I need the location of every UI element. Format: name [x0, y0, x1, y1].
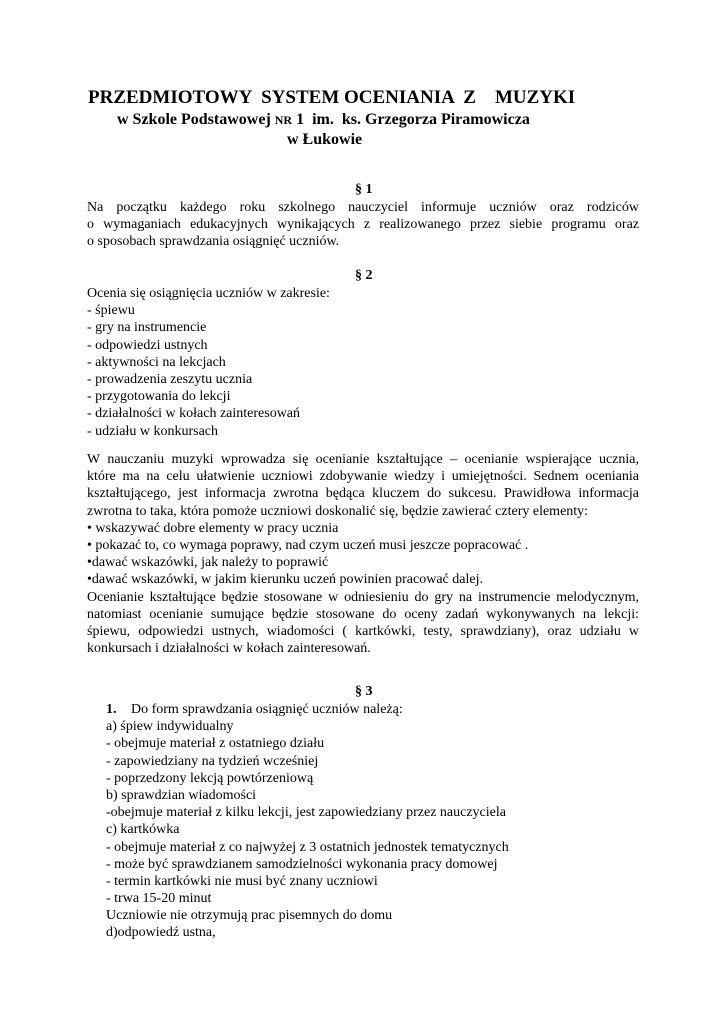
- section-3-heading: § 3: [355, 684, 373, 699]
- list-item: - prowadzenia zeszytu ucznia: [87, 371, 253, 387]
- section-1-paragraph: [87, 199, 639, 251]
- subtitle-nr: NR: [274, 113, 293, 127]
- list-item: - działalności w kołach zainteresowań: [87, 406, 301, 422]
- section-2-intro: Ocenia się osiągnięcia uczniów w zakresie:: [87, 286, 330, 301]
- list-item: - może być sprawdzianem samodzielności wykonania pracy domowej: [106, 856, 498, 872]
- point-number: 1.: [106, 702, 117, 717]
- list-item: - trwa 15-20 minut: [106, 891, 212, 907]
- list-item: - obejmuje materiał z co najwyżej z 3 ostatnich jednostek tematycznych: [106, 839, 509, 855]
- paragraph-line: o sposobach sprawdzania osiągnięć uczniów.: [87, 234, 340, 250]
- list-item: - gry na instrumencie: [87, 320, 207, 336]
- feedback-elements-list: [87, 520, 528, 589]
- paragraph-line: Ocenianie kształtujące będzie stosowane w odniesieniu do gry na instrumencie melodycznym,: [87, 589, 639, 605]
- list-item: - poprzedzony lekcją powtórzeniową: [106, 770, 314, 786]
- list-item: d)odpowiedź ustna,: [106, 925, 216, 941]
- paragraph-line: kształtującego, jest informacja zwrotna będąca kluczem do sukcesu. Prawidłowa informacja: [87, 486, 639, 502]
- document-subtitle: [117, 111, 530, 129]
- paragraph-line: które ma na celu ułatwienie uczniowi zdobywanie wiedzy i umiejętności. Sednem oceniania: [87, 469, 639, 485]
- list-item: - zapowiedziany na tydzień wcześniej: [106, 753, 319, 769]
- list-item: - termin kartkówki nie musi być znany uczniowi: [106, 873, 378, 889]
- subtitle-patron: 1 im. ks. Grzegorza Piramowicza: [292, 111, 530, 128]
- paragraph-line: zwrotna to taka, która pomoże uczniowi doskonalić się, będzie zawierać cztery elementy:: [87, 503, 589, 519]
- point-text: Do form sprawdzania osiągnięć uczniów należą:: [131, 702, 403, 717]
- list-item: -obejmuje materiał z kilku lekcji, jest zapowiedziany przez nauczyciela: [106, 805, 506, 821]
- bullet-item: • wskazywać dobre elementy w pracy ucznia: [87, 520, 339, 536]
- list-item: c) kartkówka: [106, 822, 180, 838]
- section-3-list: [106, 701, 509, 942]
- paragraph-line: Na początku każdego roku szkolnego nauczyciel informuje uczniów oraz rodziców: [87, 200, 639, 215]
- numbered-point: [106, 701, 509, 718]
- list-item: Uczniowie nie otrzymują prac pisemnych do domu: [106, 908, 393, 924]
- list-item: a) śpiew indywidualny: [106, 719, 234, 735]
- list-item: - przygotowania do lekcji: [87, 389, 231, 405]
- paragraph-line: śpiewu, odpowiedzi ustnych, wiadomości ( kartkówki, testy, sprawdziany), oraz udziału w: [87, 623, 639, 639]
- document-subtitle-city: w Łukowie: [287, 131, 363, 148]
- list-item: b) sprawdzian wiadomości: [106, 787, 257, 803]
- formative-assessment-paragraph: [87, 451, 639, 520]
- document-title: PRZEDMIOTOWY SYSTEM OCENIANIA Z MUZYKI: [88, 87, 576, 108]
- bullet-item: •dawać wskazówki, w jakim kierunku uczeń powinien pracować dalej.: [87, 572, 483, 588]
- list-item: - aktywności na lekcjach: [87, 354, 226, 370]
- list-item: - obejmuje materiał z ostatniego działu: [106, 736, 325, 752]
- paragraph-line: konkursach i działalności w kołach zainteresowań.: [87, 641, 371, 657]
- list-item: - udziału w konkursach: [87, 423, 219, 439]
- list-item: - odpowiedzi ustnych: [87, 337, 208, 353]
- section-2-heading: § 2: [355, 268, 373, 283]
- subtitle-school: w Szkole Podstawowej: [117, 111, 275, 128]
- bullet-item: • pokazać to, co wymaga poprawy, nad czym uczeń musi jeszcze popracować .: [87, 537, 529, 553]
- paragraph-line: o wymaganiach edukacyjnych wynikających z realizowanego przez siebie programu oraz: [87, 217, 639, 233]
- summative-assessment-paragraph: [87, 589, 639, 658]
- paragraph-line: natomiast ocenianie sumujące będzie stosowane do oceny zadań wykonywanych na lekcji:: [87, 606, 639, 622]
- list-item: - śpiewu: [87, 303, 135, 319]
- section-1-heading: § 1: [355, 182, 373, 197]
- section-2-list: [87, 285, 330, 440]
- bullet-item: •dawać wskazówki, jak należy to poprawić: [87, 555, 329, 571]
- paragraph-line: W nauczaniu muzyki wprowadza się ocenianie kształtujące – ocenianie wspierające ucznia,: [87, 452, 639, 467]
